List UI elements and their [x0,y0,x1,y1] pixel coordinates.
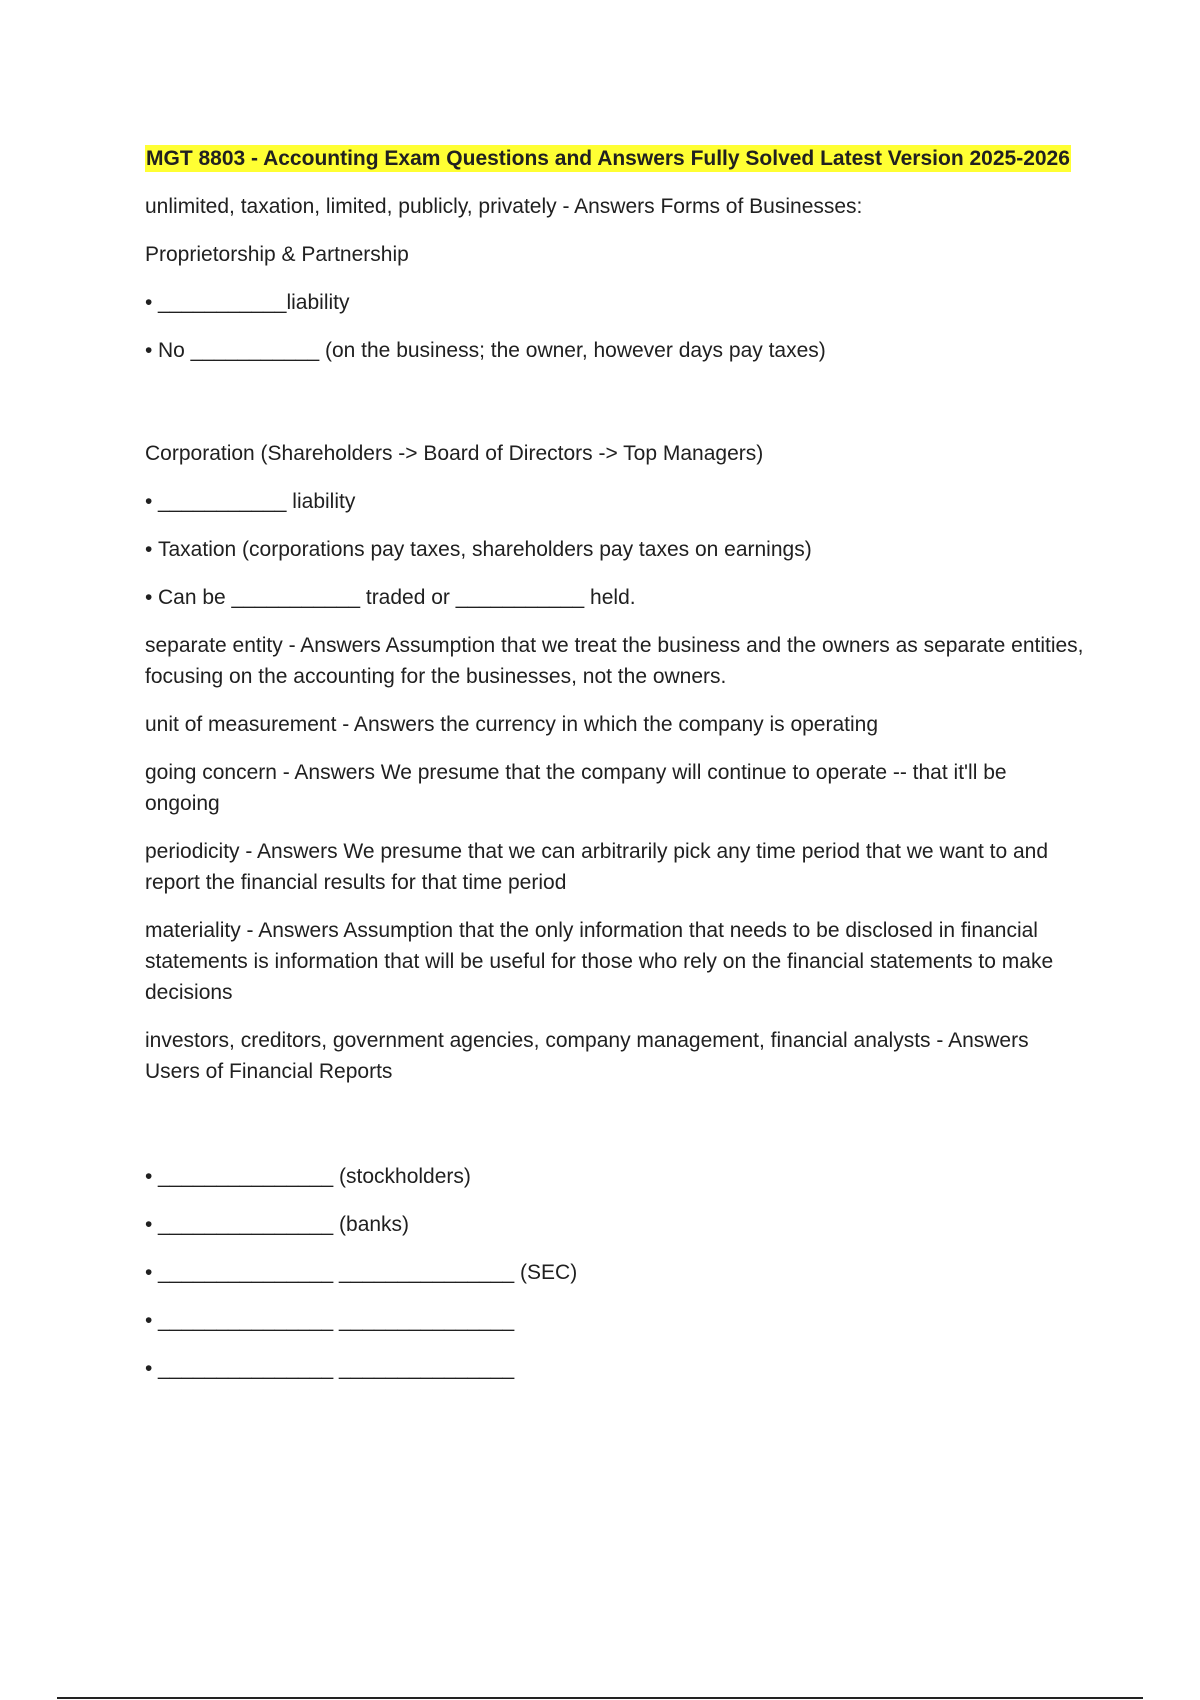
bullet-traded-held: • Can be ___________ traded or ___________ held. [145,582,1085,613]
bullet-unlimited-liability: • ___________liability [145,287,1085,318]
bullet-blank-2: • _______________ _______________ [145,1353,1085,1384]
answer-unit-of-measurement: unit of measurement - Answers the currency in which the company is operating [145,713,879,736]
bullet-taxation: • Taxation (corporations pay taxes, shareholders pay taxes on earnings) [145,534,1085,565]
answer-forms-of-businesses: unlimited, taxation, limited, publicly, privately - Answers Forms of Businesses: [145,195,863,218]
title-line [145,143,1085,174]
answer-users-of-financial-reports: investors, creditors, government agencies, company management, financial analysts - Answers Users of Financial Reports [145,1029,1029,1083]
bullet-sec: • _______________ _______________ (SEC) [145,1257,1085,1288]
bullet-blank-1: • _______________ _______________ [145,1305,1085,1336]
document-title: MGT 8803 - Accounting Exam Questions and Answers Fully Solved Latest Version 2025-2026 [146,147,1070,170]
answer-separate-entity: separate entity - Answers Assumption that we treat the business and the owners as separate entities, focusing on the accounting for the businesses, not the owners. [145,634,1084,688]
footer-divider [57,1697,1143,1699]
answer-going-concern: going concern - Answers We presume that the company will continue to operate -- that it'll be ongoing [145,761,1007,815]
document-body [145,143,1085,1384]
bullet-stockholders: • _______________ (stockholders) [145,1161,1085,1192]
bullet-no-taxation: • No ___________ (on the business; the owner, however days pay taxes) [145,335,1085,366]
bullet-banks: • _______________ (banks) [145,1209,1085,1240]
corporation-heading: Corporation (Shareholders -> Board of Directors -> Top Managers) [145,442,764,465]
answer-materiality: materiality - Answers Assumption that the only information that needs to be disclosed in financial statements is information that will be useful for those who rely on the financial statements to make decisions [145,919,1054,1004]
bullet-limited-liability: • ___________ liability [145,486,1085,517]
proprietorship-heading: Proprietorship & Partnership [145,243,409,266]
answer-periodicity: periodicity - Answers We presume that we can arbitrarily pick any time period that we want to and report the financial results for that time period [145,840,1049,894]
